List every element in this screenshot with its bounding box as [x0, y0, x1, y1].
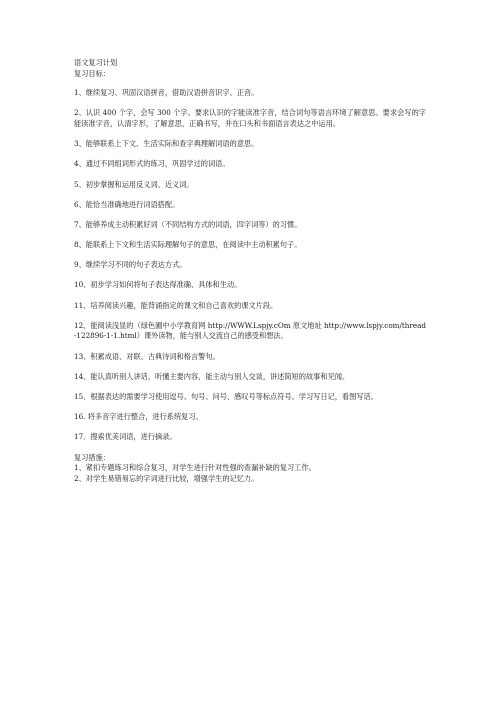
- goal-item: 3、能够联系上下文、生活实际和查字典理解词语的意思。: [74, 139, 259, 149]
- goal-item: 1、继续复习、巩固汉语拼音，借助汉语拼音识字、正音。: [74, 88, 259, 98]
- document-title: 语文复习计划: [74, 58, 118, 67]
- goal-item: 2、认识 400 个字，会写 300 个字。要求认识的字能读准字音，结合词句等语言环境了解意思。要求会写的字能读准字音，认清字形，了解意思，正确书写，并在口头和书面语言表达之中运用。: [74, 108, 426, 128]
- goal-item-with-link[interactable]: 12、能阅读浅显的（绿色圃中小学教育网 http://WWW.Lspjy.cOm 原文地址 http://www.lspjy.com/thread-122896-1-1.html）课外读物，能与别人交流自己的感受和想法。: [74, 320, 426, 341]
- goals-heading: 复习目标：: [74, 68, 110, 78]
- measure-item: 2、对学生易错易忘的字词进行比较，增强学生的记忆力。: [74, 473, 259, 483]
- goal-item: 11、培养阅读兴趣，能背诵指定的课文和自己喜欢的课文片段。: [74, 300, 278, 310]
- goal-item: 9、继续学习不同的句子表达方式。: [74, 260, 187, 270]
- measure-item: 1、紧扣专题练习和综合复习，对学生进行针对性强的查漏补缺的复习工作。: [74, 463, 316, 473]
- measures-heading: 复习措施：: [74, 452, 110, 462]
- goal-item: 10、初步学习如何将句子表达得准确、具体和生动。: [74, 280, 242, 290]
- goal-item: 6、能恰当准确地进行词语搭配。: [74, 199, 180, 209]
- goal-item: 17．搜索优美词语，进行摘录。: [74, 432, 177, 442]
- goal-item: 13、积累成语、对联、古典诗词和格言警句。: [74, 351, 220, 361]
- goal-item: 14、能认真听别人讲话，听懂主要内容，能主动与别人交谈，讲述简短的故事和见闻。: [74, 371, 350, 381]
- goal-item: 15、根据表达的需要学习使用逗号、句号、问号、感叹号等标点符号。学习写日记，看图写话。: [74, 392, 378, 401]
- goal-item: 7、能够养成主动积累好词（不同结构方式的词语，四字词等）的习惯。: [74, 219, 302, 229]
- goal-item: 8、能联系上下文和生活实际理解句子的意思，在阅读中主动积累句子。: [74, 240, 302, 250]
- document-page: [74, 58, 426, 484]
- goal-item: 5、初步掌握和运用反义词、近义词。: [74, 179, 194, 189]
- goal-item: 16. 将多音字进行整合，进行系统复习。: [74, 412, 203, 422]
- goal-item: 4、通过不同组词形式的练习，巩固学过的词语。: [74, 159, 230, 169]
